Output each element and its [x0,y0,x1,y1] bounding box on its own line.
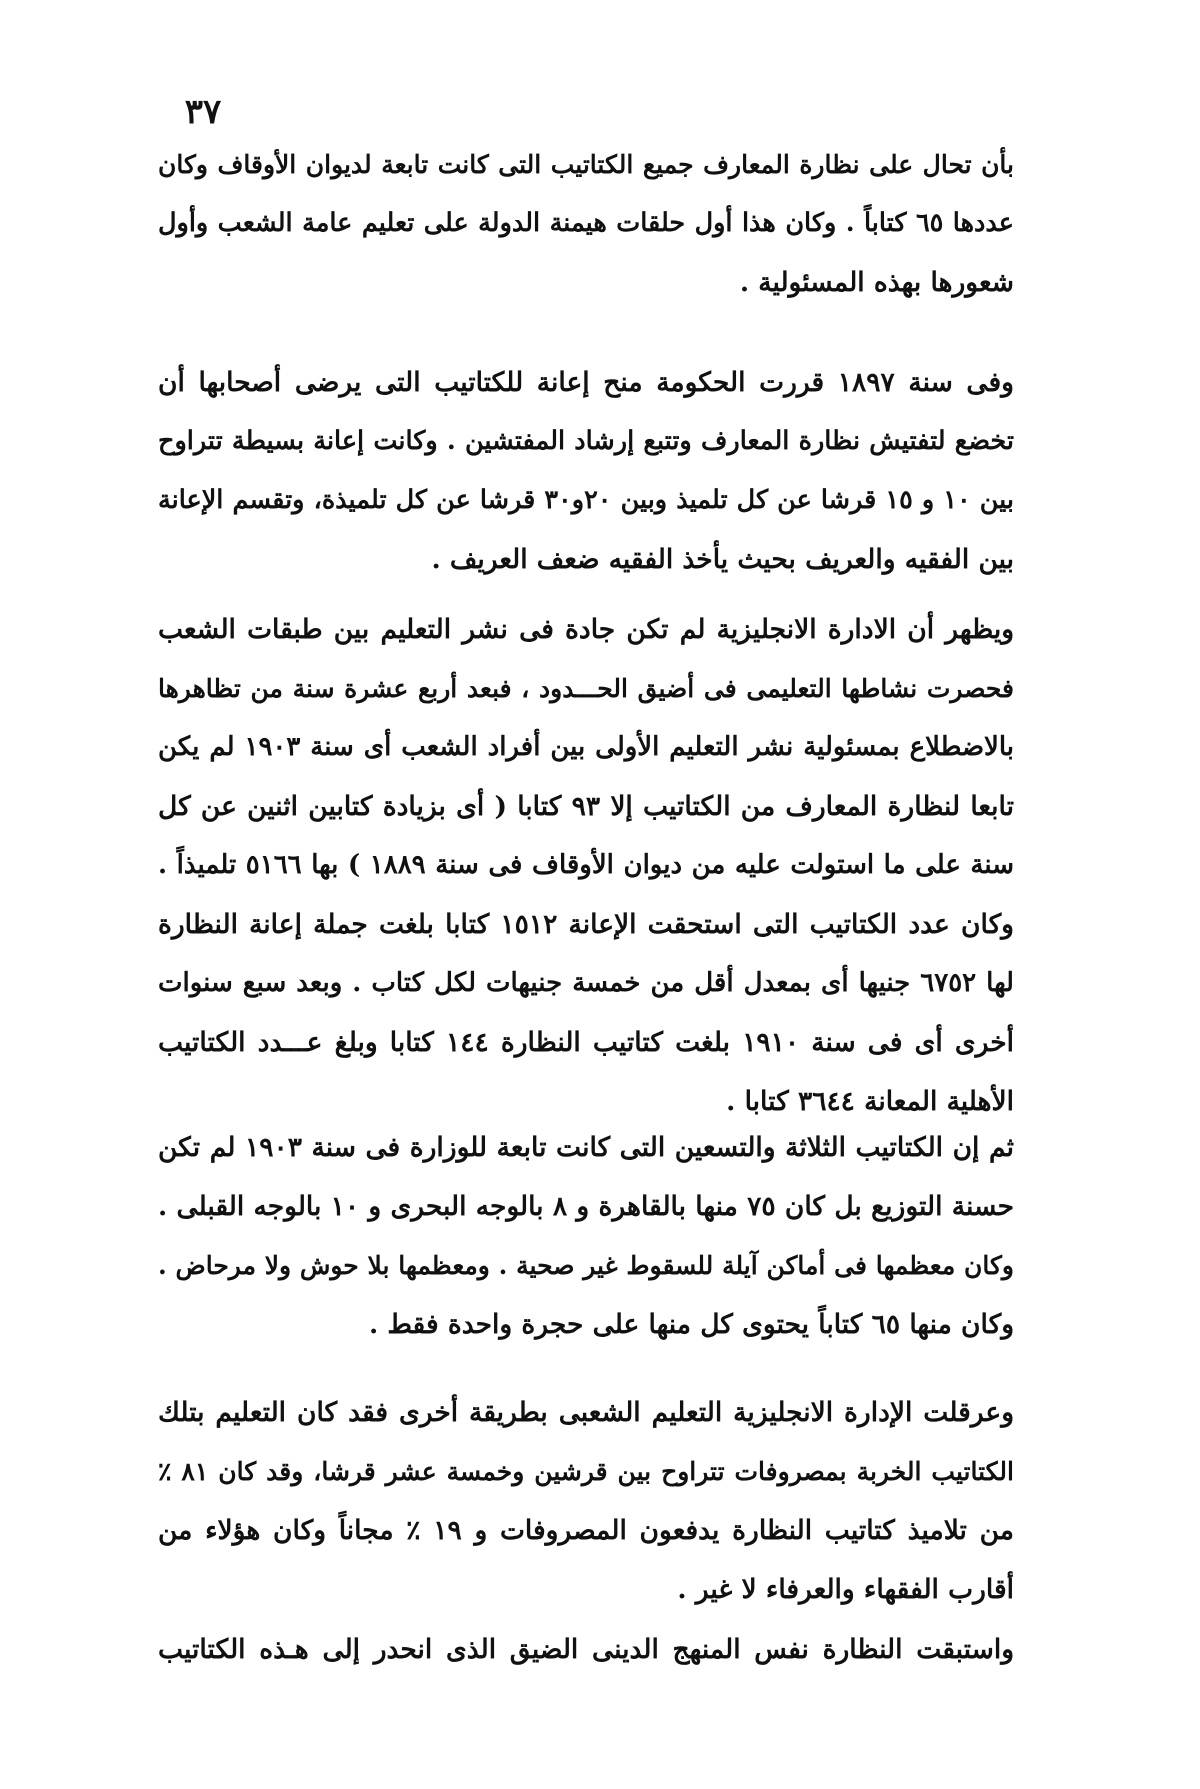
paragraph-6 [158,1620,1014,1679]
text-line: سنة على ما استولت عليه من ديوان الأوقاف فى سنة ١٨٨٩ ) بها ٥١٦٦ تلميذاً . [158,850,1014,880]
text-line: بالاضطلاع بمسئولية نشر التعليم الأولى بين أفراد الشعب أى سنة ١٩٠٣ لم يكن [158,732,1014,762]
text-line: حسنة التوزيع بل كان ٧٥ منها بالقاهرة و ٨ بالوجه البحرى و ١٠ بالوجه القبلى . [158,1191,1014,1222]
text-line: ويظهر أن الادارة الانجليزية لم تكن جادة فى نشر التعليم بين طبقات الشعب [158,614,1014,645]
paragraph-5 [158,1383,1014,1619]
text-line: وكان معظمها فى أماكن آيلة للسقوط غير صحية . ومعظمها بلا حوش ولا مرحاض . [158,1251,1014,1280]
text-line: عددها ٦٥ كتاباً . وكان هذا أول حلقات هيمنة الدولة على تعليم عامة الشعب وأول [158,208,1014,238]
text-line: الأهلية المعانة ٣٦٤٤ كتابا . [726,1086,1014,1117]
text-line: واستبقت النظارة نفس المنهج الدينى الضيق الذى انحدر إلى هـذه الكتاتيب [158,1634,1014,1665]
text-line: وكان عدد الكتاتيب التى استحقت الإعانة ١٥١٢ كتابا بلغت جملة إعانة النظارة [158,909,1014,940]
text-line: الكتاتيب الخربة بمصروفات تتراوح بين قرشين وخمسة عشر قرشا، وقد كان ٨١ ٪ [158,1457,1014,1486]
paragraph-4 [158,1118,1014,1354]
text-line: من تلاميذ كتاتيب النظارة يدفعون المصروفات و ١٩ ٪ مجاناً وكان هؤلاء من [158,1515,1014,1546]
text-line: ثم إن الكتاتيب الثلاثة والتسعين التى كانت تابعة للوزارة فى سنة ١٩٠٣ لم تكن [158,1132,1014,1163]
text-line: وكان منها ٦٥ كتاباً يحتوى كل منها على حجرة واحدة فقط . [368,1309,1014,1340]
paragraph-3 [158,600,1014,1131]
text-line: وفى سنة ١٨٩٧ قررت الحكومة منح إعانة للكتاتيب التى يرضى أصحابها أن [158,367,1014,398]
text-line: تخضع لتفتيش نظارة المعارف وتتبع إرشاد المفتشين . وكانت إعانة بسيطة تتراوح [158,426,1014,456]
text-line: أقارب الفقهاء والعرفاء لا غير . [677,1574,1014,1605]
text-line: تابعا لنظارة المعارف من الكتاتيب إلا ٩٣ كتابا ( أى بزيادة كتابين اثنين عن كل [158,791,1014,822]
text-line: وعرقلت الإدارة الانجليزية التعليم الشعبى بطريقة أخرى فقد كان التعليم بتلك [158,1397,1014,1428]
page-number: ٣٧ [184,92,222,132]
text-line: بين الفقيه والعريف بحيث يأخذ الفقيه ضعف العريف . [431,544,1014,575]
text-line: فحصرت نشاطها التعليمى فى أضيق الحـــدود ، فبعد أربع عشرة سنة من تظاهرها [158,674,1014,703]
paragraph-1 [158,135,1014,312]
text-line: بأن تحال على نظارة المعارف جميع الكتاتيب التى كانت تابعة لديوان الأوقاف وكان [158,150,1014,179]
text-line: بين ١٠ و ١٥ قرشا عن كل تلميذ وبين ٢٠و٣٠ قرشا عن كل تلميذة، وتقسم الإعانة [158,485,1014,515]
text-line: شعورها بهذه المسئولية . [739,267,1014,298]
text-line: لها ٦٧٥٢ جنيها أى بمعدل أقل من خمسة جنيهات لكل كتاب . وبعد سبع سنوات [158,968,1014,998]
paragraph-2 [158,353,1014,589]
text-line: أخرى أى فى سنة ١٩١٠ بلغت كتاتيب النظارة ١٤٤ كتابا وبلغ عـــدد الكتاتيب [158,1027,1014,1058]
